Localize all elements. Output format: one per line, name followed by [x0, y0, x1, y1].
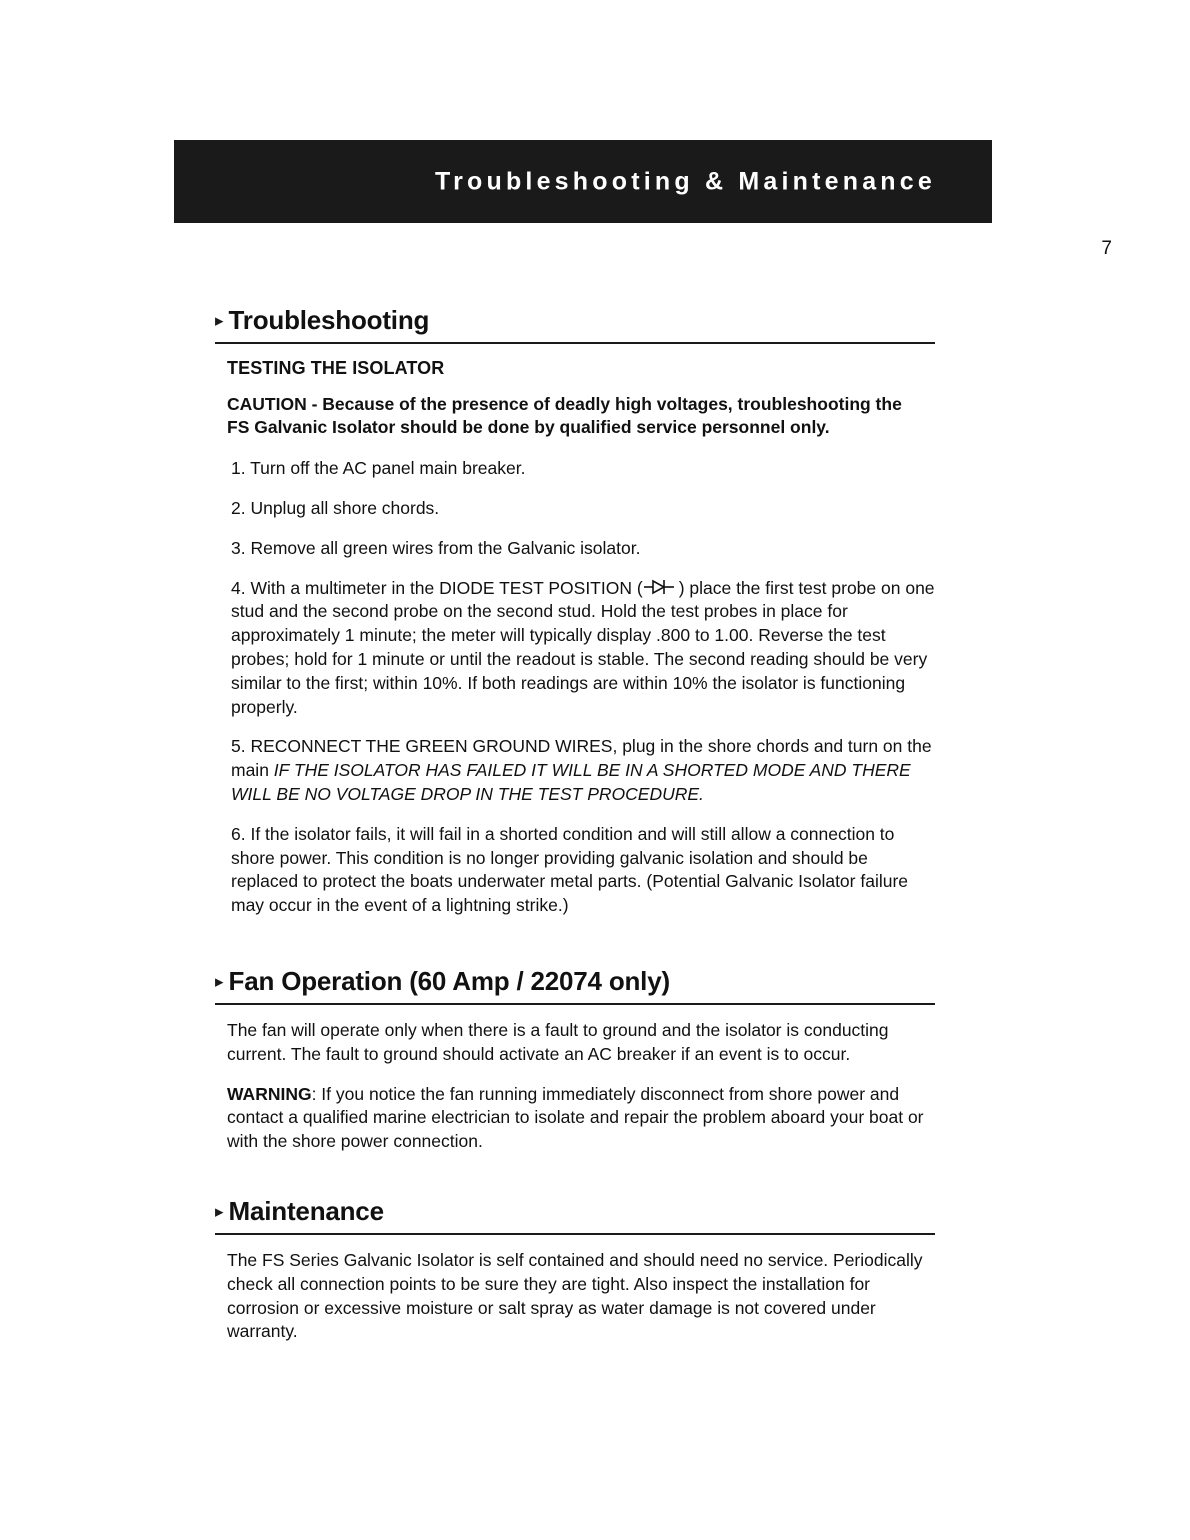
step-4-post-text: ) place the first test probe on one stud and the second probe on the second stud. Hold the test probes in place for approximately 1 minute; the meter will typically display .800 to 1.00. Reverse the test probes; hold for 1 minute or until the readout is stable. The second reading should be very similar to the first; within 10%. If both readings are within 10% the isolator is functioning properly. — [231, 577, 935, 717]
step-4 — [231, 577, 937, 720]
step-2: 2. Unplug all shore chords. — [231, 497, 440, 518]
step-6: 6. If the isolator fails, it will fail in a shorted condition and will still allow a connection to shore power. This condition is no longer providing galvanic isolation and should be replaced to protect the boats underwater metal parts. (Potential Galvanic Isolator failure may occur in the event of a lightning strike.) — [231, 823, 909, 916]
page-number: 7 — [1101, 238, 1112, 259]
warning-text: : If you notice the fan running immediately disconnect from shore power and contact a qualified marine electrician to isolate and repair the problem aboard your boat or with the shore power connection. — [227, 1083, 924, 1152]
section-heading-maintenance — [215, 1196, 935, 1235]
fan-operation-paragraph: The fan will operate only when there is a fault to ground and the isolator is conducting current. The fault to ground should activate an AC breaker if an event is to occur. — [227, 1019, 889, 1064]
step-5 — [231, 735, 937, 806]
arrow-bullet-icon: ▸ — [215, 311, 224, 330]
maintenance-paragraph: The FS Series Galvanic Isolator is self contained and should need no service. Periodically check all connection points to be sure they are tight. Also inspect the installation for corrosion or excessive moisture or salt spray as water damage is not covered under warranty. — [227, 1249, 923, 1342]
diode-symbol-icon — [644, 581, 678, 593]
arrow-bullet-icon: ▸ — [215, 971, 224, 991]
step-4-pre-text: 4. With a multimeter in the DIODE TEST POSITION ( — [231, 577, 643, 598]
step-5-pre-text: 5. RECONNECT THE GREEN GROUND WIRES, plug in the shore chords and turn on the main — [231, 736, 932, 781]
fan-operation-warning — [227, 1083, 933, 1154]
page-header-title: Troubleshooting & Maintenance — [435, 167, 936, 195]
warning-label: WARNING — [227, 1083, 312, 1104]
page-content — [215, 305, 935, 1360]
section-spacer — [215, 934, 935, 966]
section-heading-maintenance-label: Maintenance — [228, 1195, 384, 1226]
step-1: 1. Turn off the AC panel main breaker. — [231, 458, 526, 479]
section-spacer — [215, 1170, 935, 1196]
section-heading-fan-operation-label: Fan Operation (60 Amp / 22074 only) — [228, 965, 670, 996]
step-3: 3. Remove all green wires from the Galvanic isolator. — [231, 537, 641, 558]
page-header-bar — [174, 140, 992, 223]
caution-text: CAUTION - Because of the presence of deadly high voltages, troubleshooting the FS Galvanic Isolator should be done by qualified service personnel only. — [227, 394, 902, 438]
subheading-testing-the-isolator: TESTING THE ISOLATOR — [227, 358, 445, 378]
section-heading-troubleshooting-label: Troubleshooting — [228, 305, 430, 335]
arrow-bullet-icon: ▸ — [215, 1201, 224, 1221]
section-heading-troubleshooting — [215, 305, 935, 344]
section-heading-fan-operation — [215, 966, 935, 1005]
step-5-italic-text: IF THE ISOLATOR HAS FAILED IT WILL BE IN A SHORTED MODE AND THERE WILL BE NO VOLTAGE DROP IN THE TEST PROCEDURE. — [231, 760, 911, 804]
